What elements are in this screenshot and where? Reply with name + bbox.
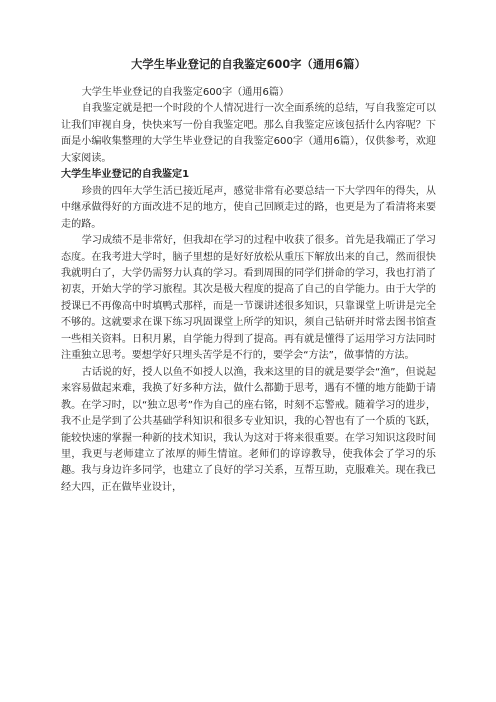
document-body (61, 85, 436, 496)
intro-paragraph: 自我鉴定就是把一个时段的个人情况进行一次全面系统的总结，写自我鉴定可以让我们审视自身，快快来写一份自我鉴定吧。那么自我鉴定应该包括什么内容呢？下面是小编收集整理的大学生毕业登记的自我鉴定600字（通用6篇），仅供参考，欢迎大家阅读。 (61, 103, 436, 164)
section-heading: 大学生毕业登记的自我鉴定1 (61, 169, 190, 181)
intro-subtitle: 大学生毕业登记的自我鉴定600字（通用6篇） (81, 87, 290, 98)
body-paragraph: 珍贵的四年大学生活已接近尾声，感觉非常有必要总结一下大学四年的得失，从中继承做得好的方面改进不足的地方，使自己回顾走过的路，也更是为了看清将来要走的路。 (61, 185, 436, 230)
document-title: 大学生毕业登记的自我鉴定600字（通用6篇） (131, 58, 366, 71)
body-paragraph: 古话说的好，授人以鱼不如授人以渔，我来这里的目的就是要学会“渔”，但说起来容易做起来难，我换了好多种方法，做什么都勤于思考，遇有不懂的地方能勤于请教。在学习时，以“独立思考”作为自己的座右铭，时刻不忘警戒。随着学习的进步，我不止是学到了公共基础学科知识和很多专业知识，我的心智也有了一个质的飞跃，能较快速的掌握一种新的技术知识，我认为这对于将来很重要。在学习知识这段时间里，我更与老师建立了浓厚的师生情谊。老师们的谆谆教导，使我体会了学习的乐趣。我与身边许多同学，也建立了良好的学习关系，互帮互助，克服难关。现在我已经大四，正在做毕业设计， (61, 366, 436, 493)
body-paragraph: 学习成绩不是非常好，但我却在学习的过程中收获了很多。首先是我端正了学习态度。在我考进大学时，脑子里想的是好好放松从重压下解放出来的自己，然而很快我就明白了，大学仍需努力认真的学习。看到周围的同学们拼命的学习，我也打消了初衷，开始大学的学习旅程。其次是极大程度的提高了自己的自学能力。由于大学的授课已不再像高中时填鸭式那样，而是一节课讲述很多知识，只靠课堂上听讲是完全不够的。这就要求在课下练习巩固课堂上所学的知识，须自己钻研并时常去图书馆查一些相关资料。日积月累，自学能力得到了提高。再有就是懂得了运用学习方法同时注重独立思考。要想学好只埋头苦学是不行的，要学会“方法”，做事情的方法。 (61, 235, 436, 362)
